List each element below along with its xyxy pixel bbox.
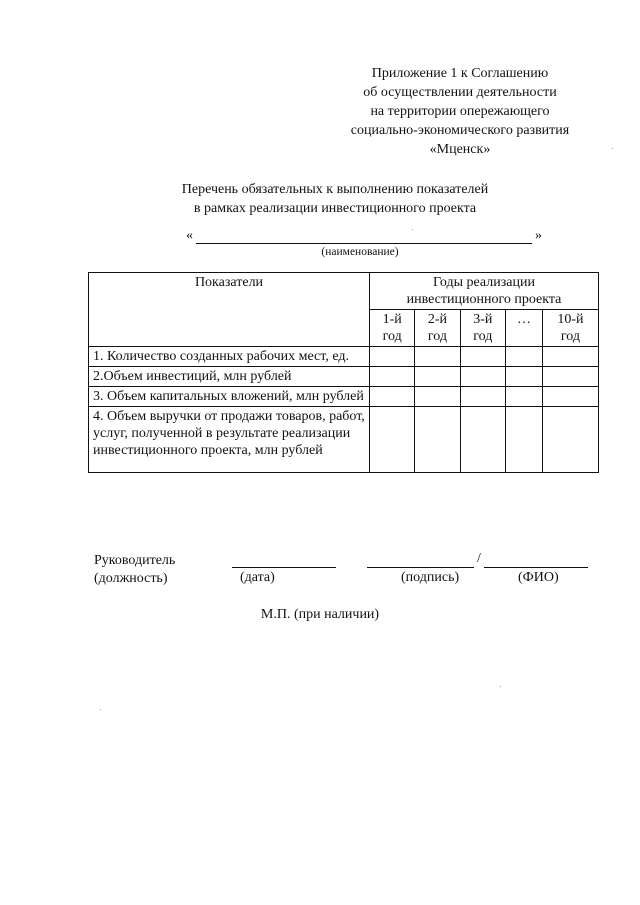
role-caption: (должность): [94, 571, 168, 586]
date-caption: (дата): [240, 570, 275, 585]
stamp-note: М.П. (при наличии): [260, 607, 380, 622]
title-line: Перечень обязательных к выполнению показателей: [181, 182, 489, 197]
document-title: [150, 180, 520, 218]
table-cell[interactable]: [460, 347, 505, 367]
table-row: [89, 367, 599, 387]
table-cell[interactable]: [370, 407, 415, 473]
year-col-3: [460, 310, 505, 347]
year-col-ellipsis: [505, 310, 542, 347]
indicators-table: [88, 272, 599, 473]
appendix-line: социально-экономического развития: [350, 123, 570, 138]
year-col-10: [542, 310, 598, 347]
name-underline: [196, 243, 532, 244]
year-num: 3-й: [473, 312, 493, 327]
table-header-row: [89, 273, 599, 310]
close-quote: »: [535, 228, 542, 243]
table-cell[interactable]: [460, 407, 505, 473]
year-col-1: [370, 310, 415, 347]
scan-speck: [100, 709, 101, 710]
table-row: [89, 407, 599, 473]
table-cell[interactable]: [370, 347, 415, 367]
row-label: 4. Объем выручки от продажи товаров, работ, услуг, полученной в результате реализации инвестиционного проекта, млн рублей: [89, 407, 370, 473]
scan-speck: [412, 229, 413, 230]
role-title: Руководитель: [94, 553, 176, 568]
year-num: …: [516, 312, 531, 327]
table-cell[interactable]: [542, 407, 598, 473]
signature-line[interactable]: [367, 567, 474, 568]
year-unit: год: [560, 329, 581, 344]
full-name-line[interactable]: [484, 567, 588, 568]
appendix-line: Приложение 1 к Соглашению: [371, 66, 549, 81]
header-indicators: Показатели: [89, 273, 370, 347]
scan-speck: [612, 148, 613, 149]
appendix-line: на территории опережающего: [370, 104, 550, 119]
appendix-header: [330, 64, 590, 159]
date-line[interactable]: [232, 567, 336, 568]
year-unit: год: [382, 329, 402, 344]
table-cell[interactable]: [370, 367, 415, 387]
table-cell[interactable]: [415, 367, 460, 387]
year-num: 1-й: [382, 312, 402, 327]
table-row: [89, 387, 599, 407]
signatory-role: [94, 552, 175, 588]
year-unit: год: [473, 329, 493, 344]
open-quote: «: [186, 228, 193, 243]
table-row: [89, 347, 599, 367]
table-cell[interactable]: [415, 387, 460, 407]
table-cell[interactable]: [415, 407, 460, 473]
year-num: 10-й: [557, 312, 584, 327]
year-unit: год: [427, 329, 448, 344]
name-caption: (наименование): [321, 246, 399, 258]
header-years: Годы реализации инвестиционного проекта: [370, 273, 599, 310]
year-col-2: [415, 310, 460, 347]
table-cell[interactable]: [505, 407, 542, 473]
year-num: 2-й: [427, 312, 448, 327]
title-line: в рамках реализации инвестиционного проекта: [193, 201, 477, 216]
table-cell[interactable]: [542, 367, 598, 387]
signature-caption: (подпись): [401, 570, 460, 585]
table-cell[interactable]: [542, 347, 598, 367]
row-label: 1. Количество созданных рабочих мест, ед.: [89, 347, 370, 367]
full-name-caption: (ФИО): [518, 570, 559, 585]
table-cell[interactable]: [460, 387, 505, 407]
row-label: 2.Объем инвестиций, млн рублей: [89, 367, 370, 387]
scan-speck: [500, 686, 501, 687]
table-cell[interactable]: [505, 387, 542, 407]
table-cell[interactable]: [542, 387, 598, 407]
table-cell[interactable]: [370, 387, 415, 407]
table-cell[interactable]: [505, 347, 542, 367]
appendix-line: об осуществлении деятельности: [363, 85, 557, 100]
row-label: 3. Объем капитальных вложений, млн рублей: [89, 387, 370, 407]
table-cell[interactable]: [415, 347, 460, 367]
table-cell[interactable]: [460, 367, 505, 387]
appendix-line: «Мценск»: [429, 142, 491, 157]
slash-separator: /: [477, 551, 481, 566]
table-cell[interactable]: [505, 367, 542, 387]
